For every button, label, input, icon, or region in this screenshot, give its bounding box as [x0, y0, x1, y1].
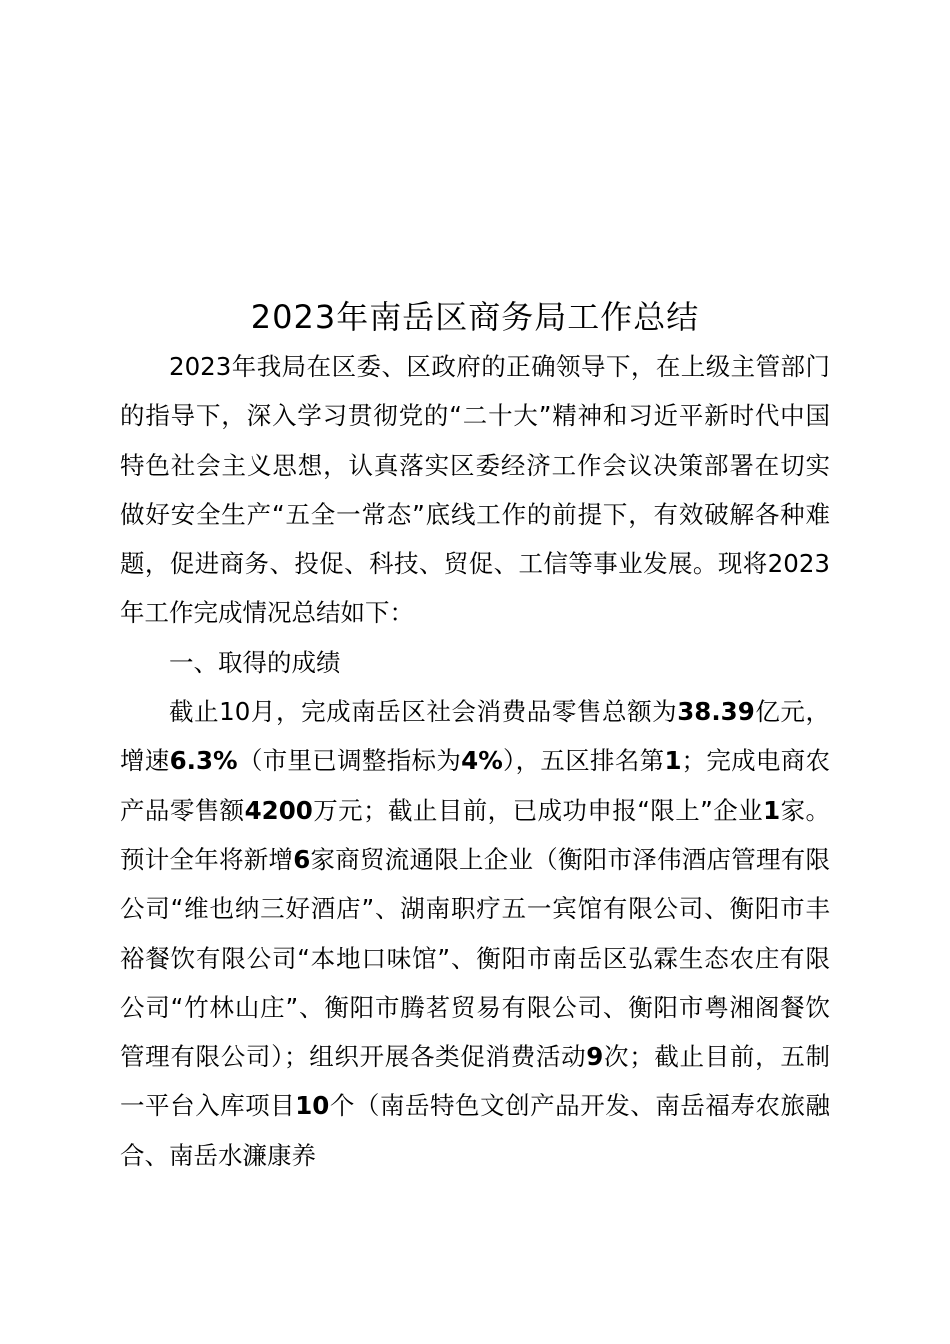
- body-text: 亿元，增速: [120, 697, 830, 776]
- adjusted-target-value: 4%: [461, 746, 503, 776]
- body-text: ），五区排名第: [502, 746, 665, 776]
- promotion-events-value: 9: [586, 1042, 604, 1072]
- body-text: 个（南岳特色文创产品开发、南岳福寿农旅融合、南岳水濂康养: [120, 1091, 831, 1170]
- growth-rate-value: 6.3%: [169, 746, 238, 776]
- body-text: 次；截止目前，五制一平台入库项目: [120, 1042, 831, 1121]
- body-text: 截止10月，完成南岳区社会消费品零售总额为: [169, 697, 678, 727]
- body-text: 万元；截止目前，已成功申报“限上”企业: [312, 795, 764, 825]
- body-text: 家。预计全年将新增: [120, 795, 831, 874]
- ecommerce-retail-value: 4200: [244, 795, 313, 825]
- achievements-paragraph: [120, 687, 830, 1180]
- section-heading-achievements: 一、取得的成绩: [169, 647, 341, 677]
- intro-paragraph: 2023年我局在区委、区政府的正确领导下，在上级主管部门的指导下，深入学习贯彻党的“二十大”精神和习近平新时代中国特色社会主义思想，认真落实区委经济工作会议决策部署在切实做好安全生产“五全一常态”底线工作的前提下，有效破解各种难题，促进商务、投促、科技、贸促、工信等事业发展。现将2023年工作完成情况总结如下：: [120, 352, 830, 628]
- body-text: ；完成电商农产品零售额: [120, 746, 831, 825]
- project-count-value: 10: [295, 1091, 330, 1121]
- retail-total-value: 38.39: [677, 697, 755, 727]
- new-enterprises-value: 6: [293, 844, 311, 874]
- body-text: （市里已调整指标为: [237, 746, 462, 776]
- body-text: 家商贸流通限上企业（衡阳市泽伟酒店管理有限公司“维也纳三好酒店”、湖南职疗五一宾馆有限公司、衡阳市丰裕餐饮有限公司“本地口味馆”、衡阳市南岳区弘霖生态农庄有限公司“竹林山庄”、衡阳市腾茗贸易有限公司、衡阳市粤湘阁餐饮管理有限公司）；组织开展各类促消费活动: [120, 844, 830, 1072]
- document-page: [120, 292, 830, 1180]
- district-rank-value: 1: [664, 746, 682, 776]
- document-title: 2023年南岳区商务局工作总结: [250, 298, 700, 336]
- declared-enterprises-value: 1: [763, 795, 781, 825]
